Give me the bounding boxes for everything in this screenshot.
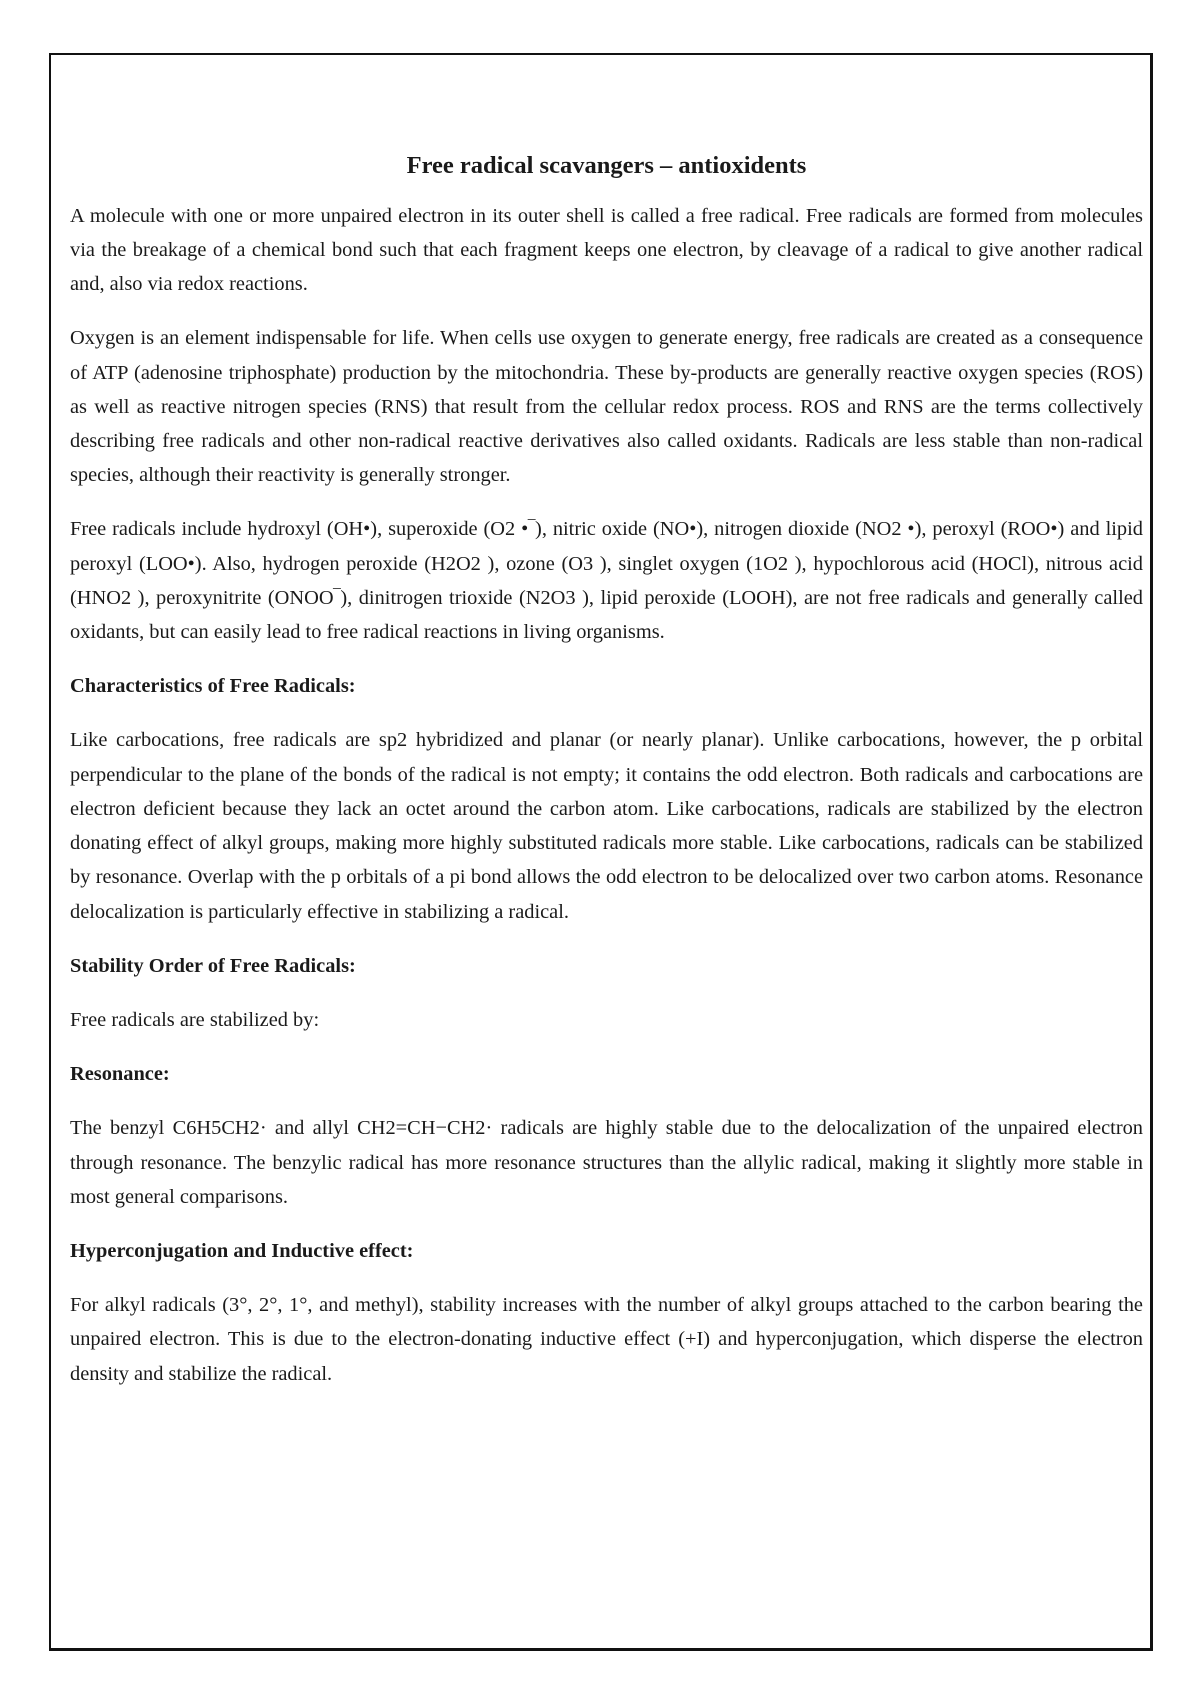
stability-heading: Stability Order of Free Radicals: [70, 954, 356, 977]
resonance-paragraph: The benzyl C6H5CH2· and allyl CH2=CH−CH2· radicals are highly stable due to the delocalization of the unpaired electron through resonance. The benzylic radical has more resonance structures than the allylic radical, making it slightly more stable in most general comparisons. [70, 1117, 1143, 1208]
page-title: Free radical scavangers – antioxidents [406, 152, 807, 179]
characteristics-paragraph: Like carbocations, free radicals are sp2 hybridized and planar (or nearly planar). Unlike carbocations, however, the p orbital perpendicular to the plane of the bonds of the radical is not empty; it contains the odd electron. Both radicals and carbocations are electron deficient because they lack an octet around the carbon atom. Like carbocations, radicals are stabilized by the electron donating effect of alkyl groups, making more highly substituted radicals more stable. Like carbocations, radicals can be stabilized by resonance. Overlap with the p orbitals of a pi bond allows the odd electron to be delocalized over two carbon atoms. Resonance delocalization is particularly effective in stabilizing a radical. [70, 729, 1143, 923]
resonance-heading: Resonance: [70, 1063, 170, 1086]
characteristics-heading: Characteristics of Free Radicals: [70, 675, 356, 698]
document-body [70, 150, 1143, 1411]
intro-paragraph-2: Oxygen is an element indispensable for life. When cells use oxygen to generate energy, free radicals are created as a consequence of ATP (adenosine triphosphate) production by the mitochondria. These by-products are generally reactive oxygen species (ROS) as well as reactive nitrogen species (RNS) that result from the cellular redox process. ROS and RNS are the terms collectively describing free radicals and other non-radical reactive derivatives also called oxidants. Radicals are less stable than non-radical species, although their reactivity is generally stronger. [70, 327, 1143, 487]
stability-paragraph: Free radicals are stabilized by: [70, 1008, 320, 1031]
hyperconjugation-paragraph: For alkyl radicals (3°, 2°, 1°, and methyl), stability increases with the number of alkyl groups attached to the carbon bearing the unpaired electron. This is due to the electron-donating inductive effect (+I) and hyperconjugation, which disperse the electron density and stabilize the radical. [70, 1294, 1143, 1385]
hyperconjugation-heading: Hyperconjugation and Inductive effect: [70, 1239, 414, 1262]
intro-paragraph-1: A molecule with one or more unpaired electron in its outer shell is called a free radical. Free radicals are formed from molecules via the breakage of a chemical bond such that each fragment keeps one electron, by cleavage of a radical to give another radical and, also via redox reactions. [70, 204, 1143, 296]
intro-paragraph-3: Free radicals include hydroxyl (OH•), superoxide (O2 •‾), nitric oxide (NO•), nitrogen dioxide (NO2 •), peroxyl (ROO•) and lipid peroxyl (LOO•). Also, hydrogen peroxide (H2O2 ), ozone (O3 ), singlet oxygen (1O2 ), hypochlorous acid (HOCl), nitrous acid (HNO2 ), peroxynitrite (ONOO‾), dinitrogen trioxide (N2O3 ), lipid peroxide (LOOH), are not free radicals and generally called oxidants, but can easily lead to free radical reactions in living organisms. [70, 518, 1143, 644]
